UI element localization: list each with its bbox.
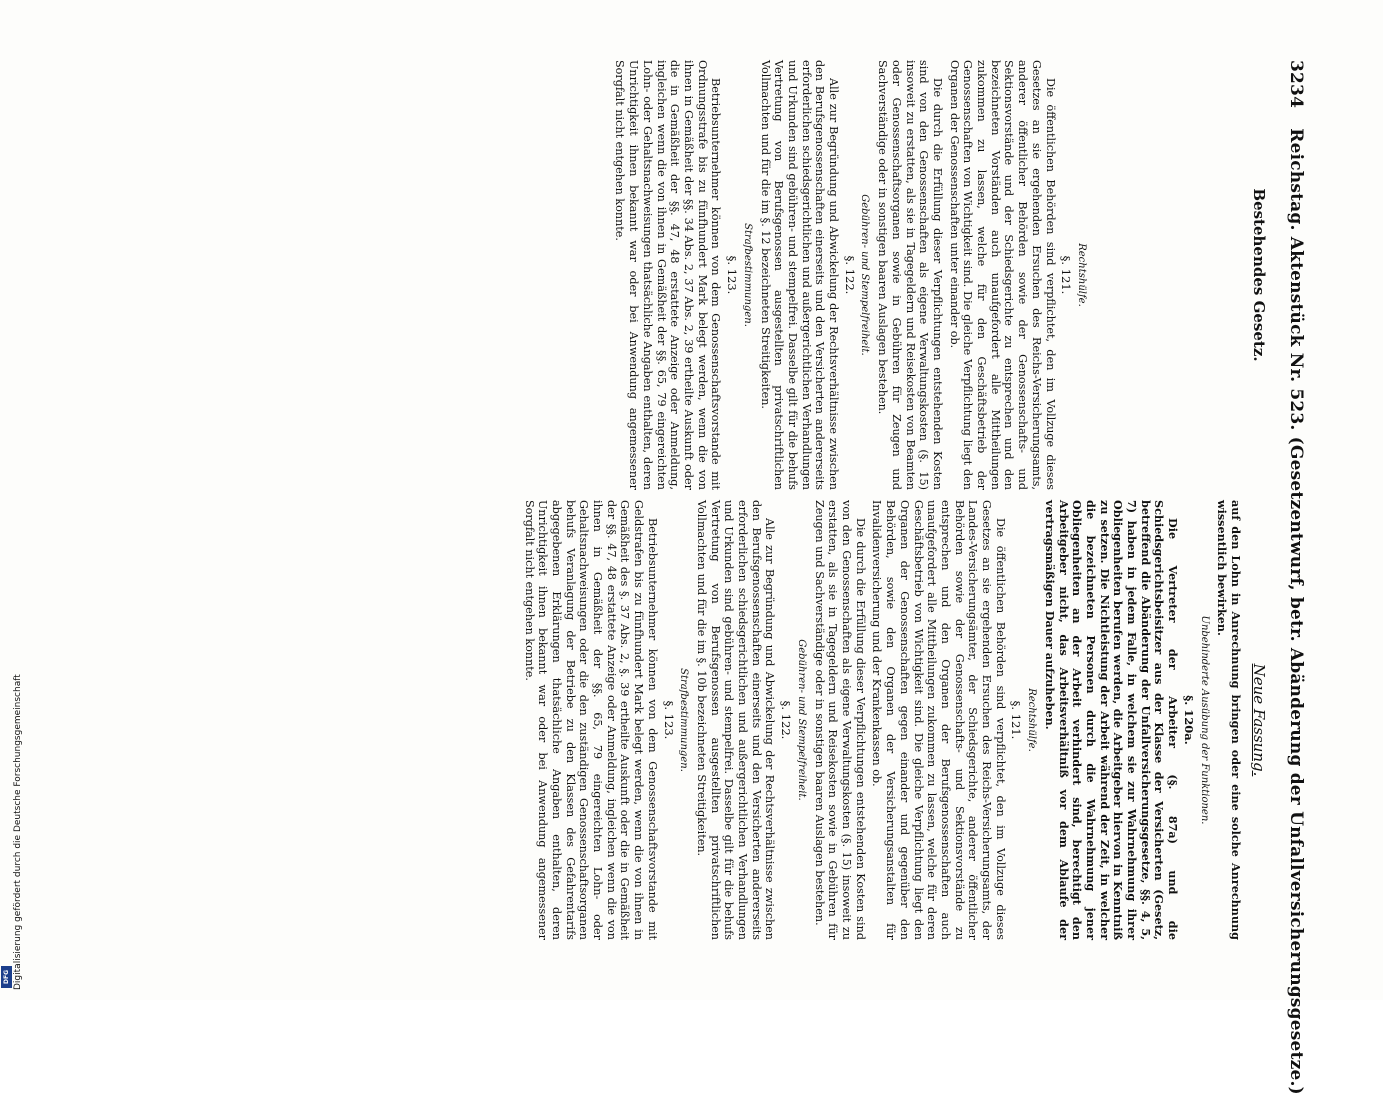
page-number: 3234 [1286, 60, 1306, 109]
paragraph-number: §. 121. [1059, 255, 1074, 295]
paragraph-number: §. 123. [661, 700, 676, 740]
paragraph-number: §. 120a. [1181, 695, 1196, 745]
right-column-heading: Neue Fassung. [1250, 663, 1268, 777]
spacer [1092, 60, 1110, 490]
paragraph-text: Alle zur Begründung und Abwickelung der Rechtsverhältnisse zwischen den Berufsgenossenschaften einerseits und den Versicherten andererseits erforderlichen schiedsgerichtlichen und außergerichtlichen Verhandlungen und Urkunden sind gebühren- und stempelfrei. Dasselbe gilt für die behufs Vertretung von Berufsgenossen ausgestellten privatschriftlichen Vollmachten und für die im §. 10b bezeichneten Streitigkeiten. [694, 500, 777, 940]
paragraph-number: §. 122. [842, 255, 857, 295]
paragraph-text: Die durch die Erfüllung dieser Verpflichtungen entstehenden Kosten sind von den Genossenschaften als eigene Verwaltungskosten (§. 15) insoweit zu erstatten, als sie in Tagegeldern und Reisekosten von Beamten oder Genossenschaftsorganen sowie in Gebühren für Zeugen und Sachverständige oder in sonstigen baaren Auslagen bestehen. [876, 60, 944, 490]
digitization-note-text: Digitalisierung gefördert durch die Deutsche Forschungsgemeinschaft [13, 674, 23, 990]
rotated-document-sheet [26, 0, 1326, 1095]
running-title: Reichstag. Aktenstück Nr. 523. (Gesetzentwurf, betr. Abänderung der Unfallversicherungsgesetze.) [1286, 128, 1306, 1095]
paragraph-text: Die öffentlichen Behörden sind verpflichtet, den im Vollzuge dieses Gesetzes an sie ergehenden Ersuchen des Reichs-Versicherungsamts, der Landes-Versicherungsämter, der Schiedsgerichte, anderer öffentlicher Behörden sowie der Genossenschafts- und Sektionsvorstände zu entsprechen und den Organen der Berufsgenossenschaften auch unaufgefordert alle Mittheilungen zukommen zu lassen, welche für deren Geschäftsbetrieb von Wichtigkeit sind. Die gleiche Verpflichtung liegt den Organen der Genossenschaften gegen einander und gegenüber den Behörden, sowie den Organen der Versicherungsanstalten für Invalidenversicherung und der Krankenkassen ob. [870, 500, 1007, 940]
section-subheading: Rechtshülfe. [1076, 243, 1087, 307]
spacer [1154, 60, 1198, 490]
section-subheading: Rechtshülfe. [1026, 688, 1038, 752]
new-version-column [519, 500, 1242, 940]
paragraph-text: Die durch die Erfüllung dieser Verpflichtungen entstehenden Kosten sind von den Genossenschaften als eigene Verwaltungskosten (§. 15) insoweit zu erstatten, als sie in Tagegeldern und Reisekosten sowie in Gebühren für Zeugen und Sachverständige oder in sonstigen baaren Auslagen bestehen. [812, 500, 867, 940]
existing-law-column [610, 60, 1242, 490]
page-header [1286, 60, 1306, 1095]
left-column-heading: Bestehendes Gesetz. [1250, 188, 1268, 362]
section-subheading: Gebühren- und Stempelfreiheit. [859, 194, 871, 356]
paragraph-number: §. 121. [1009, 700, 1024, 740]
section-subheading: Unbehinderte Ausübung der Funktionen. [1198, 615, 1210, 825]
paragraph-text: Die Vertreter der Arbeiter (§. 87a) und die Schiedsgerichtsbeisitzer aus der Klasse der Versicherten (Gesetz, betreffend die Abänderung der Unfallversicherungsgesetze, §§. 4, 5, 7) haben in jedem Falle, in welchem sie zur Wahrnehmung ihrer Obliegenheiten berufen werden, die Arbeitgeber hiervon in Kenntniß zu setzen. Die Nichtleistung der Arbeit während der Zeit, in welcher die bezeichneten Personen durch die Wahrnehmung jener Obliegenheiten an der Arbeit verhindert sind, berechtigt den Arbeitgeber nicht, das Arbeitsverhältniß vor dem Ablaufe der vertragsmäßigen Dauer aufzuheben. [1042, 500, 1181, 940]
paragraph-text: Alle zur Begründung und Abwickelung der Rechtsverhältnisse zwischen den Berufsgenossenschaften einerseits und den Versicherten andererseits erforderlichen schiedsgerichtlichen und außergerichtlichen Verhandlungen und Urkunden sind gebühren- und stempelfrei. Dasselbe gilt für die behufs Vertretung von Berufsgenossen ausgestellten privatschriftlichen Vollmachten und für die im §. 12 bezeichneten Streitigkeiten. [758, 60, 841, 490]
spacer [1198, 60, 1242, 490]
dfg-logo-icon: DFG [1, 966, 12, 988]
section-subheading: Gebühren- und Stempelfreiheit. [795, 639, 807, 801]
digitization-note [1, 60, 23, 990]
paragraph-number: §. 123. [725, 255, 740, 295]
paragraph-text: Die öffentlichen Behörden sind verpflichtet, den im Vollzuge dieses Gesetzes an sie ergehenden Ersuchen des Reichs-Versicherungsamts, anderer öffentlicher Behörden sowie der Genossenschafts- und Sektionsvorstände und der Schiedsgerichte zu entsprechen und den bezeichneten Vorständen auch unaufgefordert alle Mittheilungen zukommen zu lassen, welche für den Geschäftsbetrieb der Genossenschaften von Wichtigkeit sind. Die gleiche Verpflichtung liegt den Organen der Genossenschaften unter einander ob. [947, 60, 1057, 490]
paragraph-number: §. 122. [779, 700, 794, 740]
section-subheading: Strafbestimmungen. [678, 668, 690, 772]
spacer [1110, 60, 1154, 490]
section-subheading: Strafbestimmungen. [741, 223, 753, 327]
paragraph-text: auf den Lohn in Anrechnung bringen oder eine solche Anrechnung wissentlich bewirken. [1215, 500, 1243, 940]
paragraph-text: Betriebsunternehmer können von dem Genossenschaftsvorstande mit Ordnungsstrafe bis zu fünfhundert Mark belegt werden, wenn die von ihnen in Gemäßheit der §§. 34 Abs. 2, 37 Abs. 2, 39 ertheilte Auskunft oder die in Gemäßheit der §§. 47, 48 erstattete Anzeige oder Anmeldung, ingleichen wenn die von ihnen in Gemäßheit der §§. 65, 79 eingereichten Lohn- oder Gehaltsnachweisungen thatsächliche Angaben enthalten, deren Unrichtigkeit ihnen bekannt war oder bei Anwendung angemessener Sorgfalt nicht entgehen konnte. [613, 60, 723, 490]
paragraph-text: Betriebsunternehmer können von dem Genossenschaftsvorstande mit Geldstrafen bis zu fünfhundert Mark belegt werden, wenn die von ihnen in Gemäßheit des §. 37 Abs. 2, §. 39 ertheilte Auskunft oder die in Gemäßheit der §§. 47, 48 erstattete Anzeige oder Anmeldung, ingleichen wenn die von ihnen in Gemäßheit der §§. 65, 79 eingereichten Lohn- oder Gehaltsnachweisungen oder die den zuständigen Genossenschaftsorganen behufs Veranlagung der Betriebe zu den Klassen des Gefahrentarifs abgegebenen Erklärungen thatsächliche Angaben enthalten, deren Unrichtigkeit ihnen bekannt war oder bei Anwendung angemessener Sorgfalt nicht entgehen konnte. [522, 500, 659, 940]
